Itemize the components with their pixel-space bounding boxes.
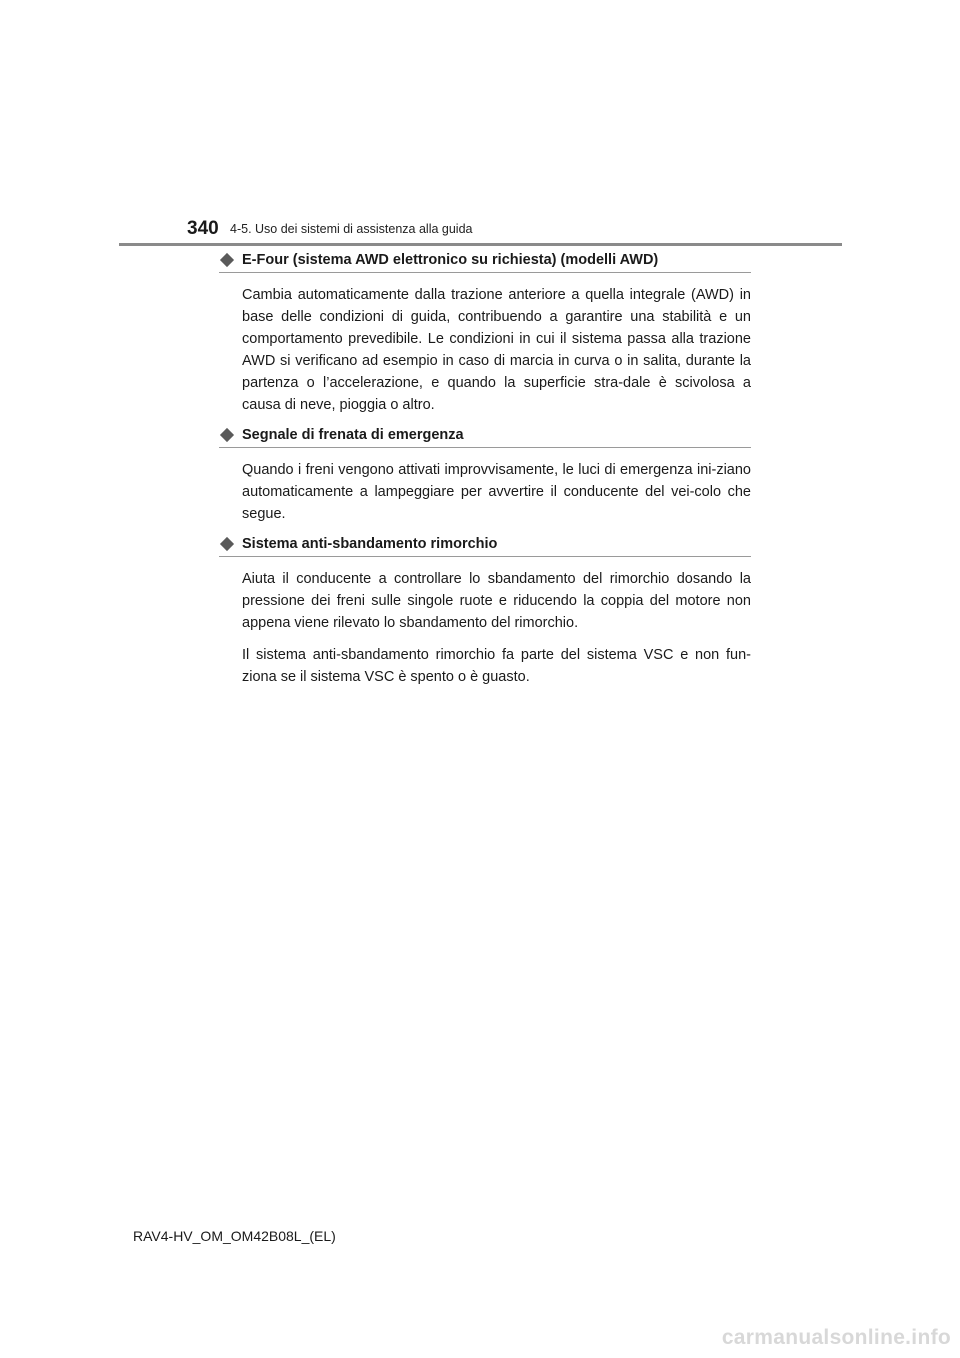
watermark: carmanualsonline.info — [721, 1326, 951, 1349]
section-heading-text: Segnale di frenata di emergenza — [242, 427, 464, 443]
diamond-bullet-icon — [220, 537, 234, 551]
page-content — [219, 252, 751, 699]
section-emergency-brake-signal — [219, 427, 751, 525]
body-paragraph: Cambia automaticamente dalla trazione anteriore a quella integrale (AWD) in base delle condizioni di guida, contribuendo a garantire una stabilità e un comportamento prevedibile. Le condizioni in cui il sistema passa alla trazione AWD si verificano ad esempio in caso di marcia in curva o in salita, durante la partenza o l’accelerazione, e quando la superficie stra-dale è scivolosa a causa di neve, pioggia o altro. — [242, 287, 751, 413]
section-heading — [219, 536, 751, 557]
section-e-four — [219, 252, 751, 416]
body-paragraph: Il sistema anti-sbandamento rimorchio fa parte del sistema VSC e non fun-ziona se il sistema VSC è spento o è guasto. — [242, 647, 751, 685]
diamond-bullet-icon — [220, 253, 234, 267]
document-code: RAV4-HV_OM_OM42B08L_(EL) — [133, 1228, 336, 1244]
section-heading — [219, 427, 751, 448]
section-heading-text: E-Four (sistema AWD elettronico su richiesta) (modelli AWD) — [242, 252, 659, 268]
body-paragraph: Aiuta il conducente a controllare lo sbandamento del rimorchio dosando la pressione dei freni sulle singole ruote e riducendo la coppia del motore non appena viene rilevato lo sbandamento del rimorchio. — [242, 571, 751, 631]
running-header: 4-5. Uso dei sistemi di assistenza alla guida — [230, 222, 473, 236]
page-number: 340 — [187, 218, 219, 239]
section-trailer-sway-control — [219, 536, 751, 688]
section-heading-text: Sistema anti-sbandamento rimorchio — [242, 536, 498, 552]
header-divider — [119, 243, 842, 246]
section-heading — [219, 252, 751, 273]
body-paragraph: Quando i freni vengono attivati improvvisamente, le luci di emergenza ini-ziano automaticamente a lampeggiare per avvertire il conducente del vei-colo che segue. — [242, 462, 751, 522]
diamond-bullet-icon — [220, 428, 234, 442]
